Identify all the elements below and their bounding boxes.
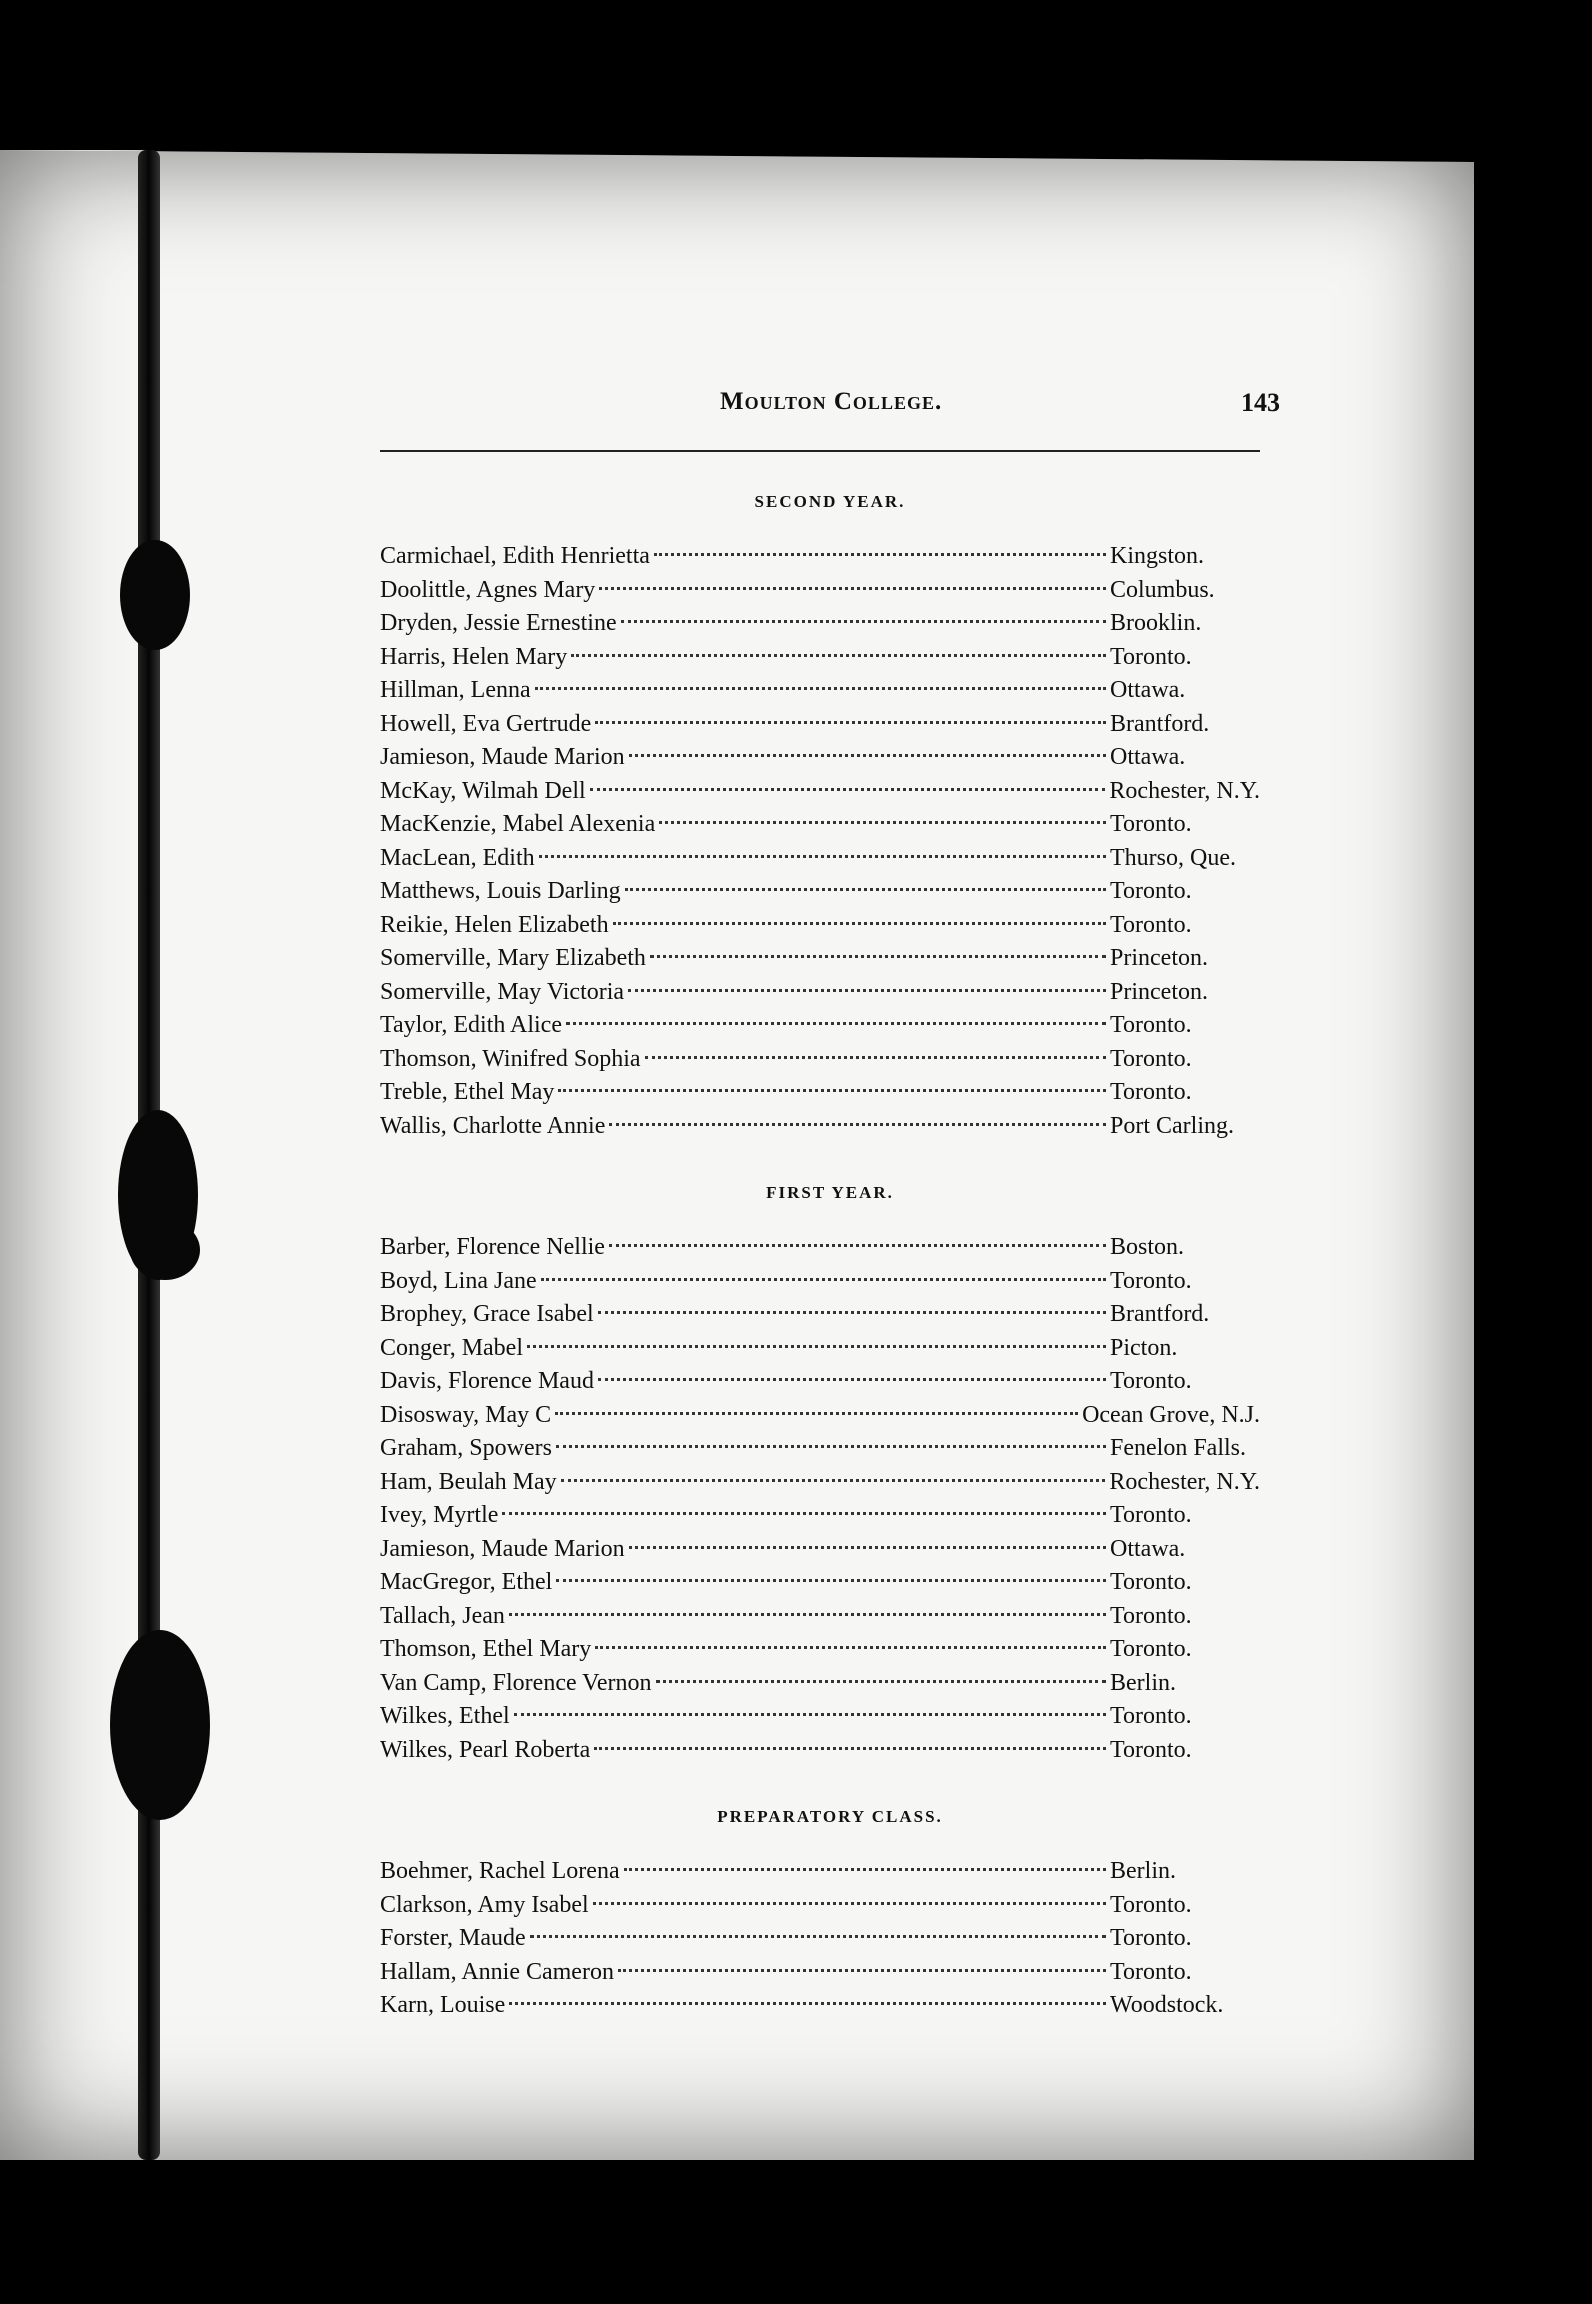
- student-hometown: Ottawa.: [1110, 744, 1186, 770]
- page-content: [380, 370, 1280, 2023]
- student-hometown: Brantford.: [1110, 1301, 1210, 1327]
- student-entry: [380, 1332, 1260, 1366]
- dot-leader: [613, 922, 1106, 925]
- student-name: Thomson, Winifred Sophia: [380, 1045, 641, 1072]
- student-entry: [380, 1855, 1260, 1889]
- student-hometown: Toronto.: [1110, 1569, 1192, 1595]
- student-entry: [380, 1600, 1260, 1634]
- student-hometown: Toronto.: [1110, 1958, 1192, 1985]
- student-name: Hillman, Lenna: [380, 677, 531, 703]
- student-entry: [380, 641, 1260, 675]
- dot-leader: [595, 721, 1106, 724]
- student-name: Howell, Eva Gertrude: [380, 710, 592, 737]
- student-hometown: Toronto.: [1110, 1368, 1192, 1394]
- student-name: Barber, Florence Nellie: [380, 1234, 605, 1260]
- dot-leader: [594, 1747, 1106, 1750]
- dot-leader: [650, 955, 1106, 958]
- student-hometown: Princeton.: [1110, 945, 1208, 971]
- student-name: Clarkson, Amy Isabel: [380, 1891, 589, 1918]
- student-name: Wallis, Charlotte Annie: [380, 1112, 606, 1139]
- dot-leader: [502, 1512, 1106, 1515]
- student-hometown: Toronto.: [1110, 1267, 1192, 1294]
- dot-leader: [628, 989, 1106, 992]
- student-name: Somerville, May Victoria: [380, 978, 625, 1005]
- student-hometown: Toronto.: [1110, 1925, 1192, 1951]
- student-name: Conger, Mabel: [380, 1334, 524, 1361]
- student-hometown: Toronto.: [1110, 878, 1192, 904]
- dot-leader: [555, 1412, 1078, 1415]
- student-name: Brophey, Grace Isabel: [380, 1301, 594, 1327]
- student-entry: [380, 1265, 1260, 1299]
- dot-leader: [618, 1969, 1106, 1972]
- student-hometown: Ottawa.: [1110, 1535, 1186, 1562]
- student-entry: [380, 942, 1260, 976]
- dot-leader: [645, 1056, 1106, 1059]
- student-entry: [380, 674, 1260, 708]
- dot-leader: [509, 2002, 1106, 2005]
- student-name: Jamieson, Maude Marion: [380, 1535, 625, 1562]
- student-name: Disosway, May C: [380, 1401, 552, 1428]
- student-entry: [380, 1734, 1260, 1768]
- student-entry: [380, 607, 1260, 641]
- header-rule: [380, 450, 1260, 452]
- student-entry: [380, 741, 1260, 775]
- student-entry: [380, 1533, 1260, 1567]
- student-entry: [380, 1633, 1260, 1667]
- dot-leader: [629, 754, 1106, 757]
- student-hometown: Berlin.: [1110, 1858, 1176, 1884]
- student-hometown: Toronto.: [1110, 1045, 1192, 1072]
- student-entry: [380, 1667, 1260, 1701]
- student-name: Dryden, Jessie Ernestine: [380, 610, 617, 636]
- dot-leader: [625, 888, 1106, 891]
- student-name: Reikie, Helen Elizabeth: [380, 911, 609, 938]
- student-entry: [380, 1432, 1260, 1466]
- student-name: Karn, Louise: [380, 1992, 506, 2018]
- student-name: Doolittle, Agnes Mary: [380, 576, 596, 603]
- student-name: Taylor, Edith Alice: [380, 1012, 562, 1038]
- student-hometown: Boston.: [1110, 1234, 1185, 1260]
- dot-leader: [561, 1479, 1106, 1482]
- student-name: Van Camp, Florence Vernon: [380, 1669, 652, 1696]
- student-entry: [380, 1700, 1260, 1734]
- student-name: Hallam, Annie Cameron: [380, 1958, 614, 1985]
- student-hometown: Brooklin.: [1110, 610, 1202, 636]
- student-hometown: Port Carling.: [1110, 1112, 1234, 1139]
- student-hometown: Kingston.: [1110, 543, 1205, 569]
- dot-leader: [654, 553, 1106, 556]
- student-name: Carmichael, Edith Henrietta: [380, 543, 650, 569]
- running-header: [380, 370, 1280, 426]
- student-entry: [380, 1566, 1260, 1600]
- dot-leader: [556, 1445, 1106, 1448]
- student-entry: [380, 1076, 1260, 1110]
- student-name: Boyd, Lina Jane: [380, 1267, 537, 1294]
- student-name: Davis, Florence Maud: [380, 1368, 594, 1394]
- student-entry: [380, 1009, 1260, 1043]
- dot-leader: [609, 1123, 1106, 1126]
- student-entry: [380, 875, 1260, 909]
- dot-leader: [593, 1902, 1106, 1905]
- student-entry: [380, 540, 1260, 574]
- student-hometown: Columbus.: [1110, 576, 1215, 603]
- dot-leader: [624, 1868, 1106, 1871]
- running-title: Moulton College.: [720, 388, 943, 415]
- dot-leader: [509, 1613, 1106, 1616]
- student-hometown: Toronto.: [1110, 1703, 1192, 1729]
- student-hometown: Toronto.: [1110, 643, 1192, 670]
- student-entry: [380, 1399, 1260, 1433]
- student-name: Wilkes, Pearl Roberta: [380, 1736, 591, 1763]
- student-entry: [380, 775, 1260, 809]
- student-name: Tallach, Jean: [380, 1602, 505, 1629]
- student-hometown: Toronto.: [1110, 1079, 1192, 1105]
- student-name: Harris, Helen Mary: [380, 643, 568, 670]
- dot-leader: [599, 587, 1106, 590]
- student-hometown: Toronto.: [1110, 911, 1192, 938]
- dot-leader: [514, 1713, 1106, 1716]
- student-name: Ham, Beulah May: [380, 1468, 557, 1495]
- section-heading: PREPARATORY CLASS.: [717, 1807, 943, 1826]
- student-entry: [380, 1365, 1260, 1399]
- student-entry: [380, 1922, 1260, 1956]
- student-hometown: Toronto.: [1110, 1891, 1192, 1918]
- dot-leader: [571, 654, 1106, 657]
- dot-leader: [558, 1089, 1106, 1092]
- dot-leader: [590, 788, 1106, 791]
- ink-blot: [110, 1630, 210, 1820]
- student-name: Somerville, Mary Elizabeth: [380, 945, 646, 971]
- dot-leader: [659, 821, 1106, 824]
- student-name: Treble, Ethel May: [380, 1079, 555, 1105]
- student-entry: [380, 1298, 1260, 1332]
- dot-leader: [541, 1278, 1106, 1281]
- student-hometown: Ocean Grove, N.J.: [1082, 1401, 1260, 1428]
- dot-leader: [539, 855, 1106, 858]
- student-name: Wilkes, Ethel: [380, 1703, 510, 1729]
- dot-leader: [598, 1311, 1106, 1314]
- section-heading: SECOND YEAR.: [754, 492, 906, 511]
- student-entry: [380, 976, 1260, 1010]
- student-name: Thomson, Ethel Mary: [380, 1636, 592, 1662]
- student-hometown: Berlin.: [1110, 1669, 1176, 1696]
- dot-leader: [609, 1244, 1106, 1247]
- student-entry: [380, 574, 1260, 608]
- student-entry: [380, 842, 1260, 876]
- dot-leader: [656, 1680, 1107, 1683]
- student-hometown: Toronto.: [1110, 1012, 1192, 1038]
- student-hometown: Rochester, N.Y.: [1109, 1468, 1260, 1495]
- student-name: Forster, Maude: [380, 1925, 526, 1951]
- student-entry: [380, 808, 1260, 842]
- student-entry: [380, 909, 1260, 943]
- page-number: 143: [1241, 388, 1280, 417]
- student-hometown: Toronto.: [1110, 811, 1192, 837]
- student-hometown: Toronto.: [1110, 1636, 1192, 1662]
- student-name: MacLean, Edith: [380, 844, 535, 871]
- ink-blot: [120, 540, 190, 650]
- student-name: Ivey, Myrtle: [380, 1502, 499, 1528]
- dot-leader: [530, 1935, 1106, 1938]
- student-name: Jamieson, Maude Marion: [380, 744, 625, 770]
- student-hometown: Ottawa.: [1110, 677, 1186, 703]
- dot-leader: [535, 687, 1106, 690]
- student-hometown: Brantford.: [1110, 710, 1210, 737]
- student-entry: [380, 1110, 1260, 1144]
- student-hometown: Woodstock.: [1110, 1992, 1224, 2018]
- student-entry: [380, 708, 1260, 742]
- dot-leader: [566, 1022, 1106, 1025]
- student-hometown: Toronto.: [1110, 1602, 1192, 1629]
- student-name: Matthews, Louis Darling: [380, 878, 621, 904]
- student-name: Graham, Spowers: [380, 1435, 552, 1461]
- student-entry: [380, 1956, 1260, 1990]
- student-name: McKay, Wilmah Dell: [380, 777, 586, 804]
- student-entry: [380, 1231, 1260, 1265]
- student-entry: [380, 1466, 1260, 1500]
- student-name: Boehmer, Rachel Lorena: [380, 1858, 620, 1884]
- student-entry: [380, 1499, 1260, 1533]
- section-heading: FIRST YEAR.: [766, 1183, 894, 1202]
- ink-blot: [130, 1220, 200, 1280]
- student-hometown: Fenelon Falls.: [1110, 1435, 1246, 1461]
- student-hometown: Rochester, N.Y.: [1109, 777, 1260, 804]
- dot-leader: [598, 1378, 1106, 1381]
- student-entry: [380, 1043, 1260, 1077]
- student-entry: [380, 1889, 1260, 1923]
- dot-leader: [595, 1646, 1106, 1649]
- dot-leader: [621, 620, 1106, 623]
- student-lists: [380, 492, 1280, 2023]
- student-hometown: Toronto.: [1110, 1736, 1192, 1763]
- student-hometown: Princeton.: [1110, 978, 1208, 1005]
- dot-leader: [629, 1546, 1106, 1549]
- dot-leader: [556, 1579, 1106, 1582]
- student-hometown: Picton.: [1110, 1334, 1178, 1361]
- student-hometown: Thurso, Que.: [1110, 844, 1236, 871]
- student-name: MacGregor, Ethel: [380, 1569, 553, 1595]
- student-hometown: Toronto.: [1110, 1502, 1192, 1528]
- dot-leader: [527, 1345, 1106, 1348]
- student-entry: [380, 1989, 1260, 2023]
- student-name: MacKenzie, Mabel Alexenia: [380, 811, 656, 837]
